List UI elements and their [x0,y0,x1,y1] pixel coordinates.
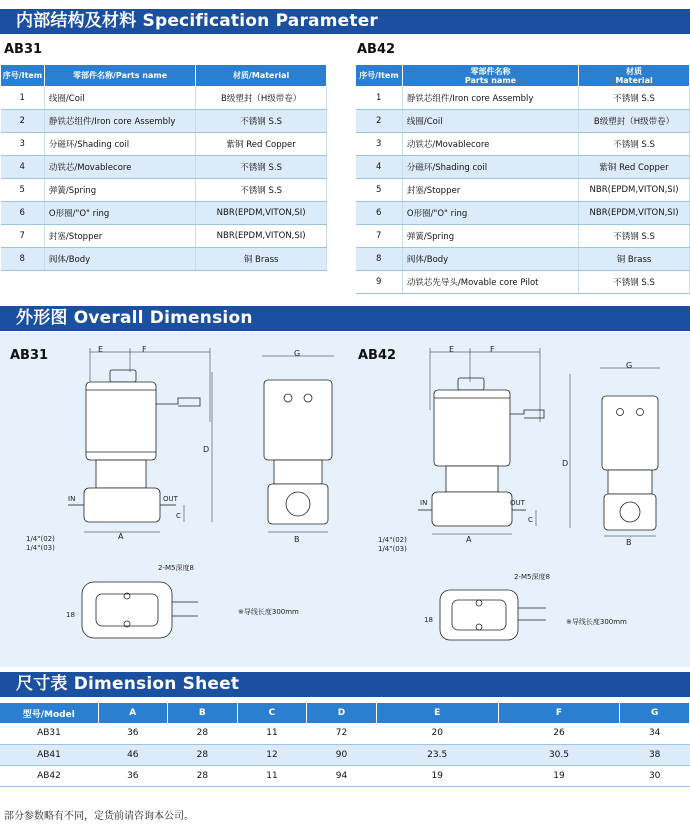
ab31-side-view [262,349,334,544]
ab31-dim-g: G [294,349,301,358]
ab31-drawing-label: AB31 [10,348,49,363]
cell: 19 [498,765,620,786]
item-no: 8 [356,248,403,271]
item-no: 7 [356,225,403,248]
header-d: D [307,703,377,723]
material: NBR(EPDM,VITON,SI) [196,225,327,248]
ab42-dim-g: G [626,361,633,370]
material: 不锈钢 S.S [579,87,690,110]
table-row [356,202,690,225]
item-no: 1 [356,87,403,110]
ab42-port-02: 1/4"(02) [378,536,407,544]
header-f: F [498,703,620,723]
material: 紫铜 Red Copper [196,133,327,156]
overall-section-banner [0,306,690,331]
dimension-drawings-svg [0,332,690,667]
cell: AB42 [0,765,98,786]
footnote: 部分参数略有不同，定货前请咨询本公司。 [4,811,194,822]
ab42-dim-18: 18 [424,616,433,624]
cell: 30 [620,765,690,786]
material: 铜 Brass [196,248,327,271]
dimension-section-banner [0,672,690,697]
ab42-outlet-label: OUT [510,499,525,507]
table-row [1,225,327,248]
table-row [356,179,690,202]
ab42-port-03: 1/4"(03) [378,545,407,553]
ab31-wire-note: ※导线长度300mm [238,608,299,616]
material: B级塑封（H级带卷） [196,87,327,110]
ab31-dim-a: A [118,532,124,541]
ab31-dim-d: D [203,445,210,454]
part-name: 线圈/Coil [402,110,578,133]
material: 不锈钢 S.S [196,179,327,202]
cell: 28 [168,723,238,744]
cell: 11 [237,723,307,744]
ab42-header-material-en: Material [615,75,653,85]
ab42-wire-note: ※导线长度300mm [566,618,627,626]
cell: 30.5 [498,744,620,765]
part-name: 弹簧/Spring [44,179,195,202]
item-no: 6 [1,202,45,225]
header-b: B [168,703,238,723]
ab31-dim-18: 18 [66,611,75,619]
dimension-drawing-area [0,332,690,667]
material: 不锈钢 S.S [196,110,327,133]
item-no: 6 [356,202,403,225]
cell: 36 [98,723,168,744]
material: 不锈钢 S.S [579,271,690,294]
part-name: 阀体/Body [402,248,578,271]
cell: 12 [237,744,307,765]
part-name: 动铁芯/Movablecore [402,133,578,156]
ab31-dim-c: C [176,512,181,520]
item-no: 2 [356,110,403,133]
part-name: 静铁芯组件/Iron core Assembly [402,87,578,110]
part-name: 弹簧/Spring [402,225,578,248]
part-name: O形圈/"O" ring [44,202,195,225]
overall-section-title: 外形图 Overall Dimension [16,308,253,328]
header-a: A [98,703,168,723]
cell: 26 [498,723,620,744]
ab42-drawing-label: AB42 [358,348,397,363]
material: 紫铜 Red Copper [579,156,690,179]
ab42-header-part-cn: 零部件名称 [470,66,511,76]
table-row [1,179,327,202]
table-row [356,156,690,179]
header-c: C [237,703,307,723]
material: 不锈钢 S.S [196,156,327,179]
material: B级塑封（H级带卷） [579,110,690,133]
material: NBR(EPDM,VITON,SI) [196,202,327,225]
header-e: E [376,703,498,723]
table-row [0,744,690,765]
ab31-port-02: 1/4"(02) [26,535,55,543]
table-row [356,225,690,248]
table-row [0,723,690,744]
table-row [1,156,327,179]
ab31-bottom-view [66,563,299,638]
table-row [0,765,690,786]
ab31-spec-label: AB31 [4,42,43,57]
table-row [1,202,327,225]
material: NBR(EPDM,VITON,SI) [579,202,690,225]
dimension-section-title: 尺寸表 Dimension Sheet [16,674,240,694]
ab31-mount-note: 2-M5深度8 [158,564,194,572]
cell: 20 [376,723,498,744]
cell: 28 [168,765,238,786]
part-name: 阀体/Body [44,248,195,271]
ab42-spec-table [355,64,690,294]
dimension-header-row [0,703,690,723]
ab31-header-material: 材质/Material [196,65,327,87]
table-row [1,248,327,271]
header-g: G [620,703,690,723]
ab42-dim-d: D [562,459,569,468]
ab31-outlet-label: OUT [163,495,178,503]
spec-section-title: 内部结构及材料 Specification Parameter [16,11,379,31]
table-row [356,87,690,110]
cell: 94 [307,765,377,786]
item-no: 4 [1,156,45,179]
ab42-dim-f: F [490,345,495,354]
dimension-sheet-table [0,703,690,787]
table-row [356,110,690,133]
ab31-front-view [26,345,212,552]
part-name: 线圈/Coil [44,87,195,110]
part-name: 封塞/Stopper [44,225,195,248]
ab42-bottom-view [424,572,627,640]
ab31-dim-b: B [294,535,300,544]
ab42-header-part-en: Parts name [464,75,517,85]
ab31-port-03: 1/4"(03) [26,544,55,552]
ab42-header-material [579,65,690,87]
material: 不锈钢 S.S [579,133,690,156]
ab42-dim-e: E [449,345,455,354]
table-row [1,87,327,110]
ab42-inlet-label: IN [420,499,428,507]
item-no: 2 [1,110,45,133]
cell: 38 [620,744,690,765]
cell: 28 [168,744,238,765]
cell: AB31 [0,723,98,744]
item-no: 3 [356,133,403,156]
cell: 19 [376,765,498,786]
cell: 46 [98,744,168,765]
item-no: 7 [1,225,45,248]
cell: 34 [620,723,690,744]
item-no: 4 [356,156,403,179]
ab42-header-part [402,65,578,87]
table-row [356,133,690,156]
item-no: 5 [356,179,403,202]
ab31-dim-f: F [142,345,147,354]
part-name: 分磁环/Shading coil [402,156,578,179]
ab31-header-part: 零部件名称/Parts name [44,65,195,87]
ab42-header-row [356,65,690,87]
ab42-header-material-cn: 材质 [626,66,643,76]
ab31-inlet-label: IN [68,495,76,503]
ab42-dim-a: A [466,535,472,544]
ab31-header-row [1,65,327,87]
item-no: 8 [1,248,45,271]
part-name: 分磁环/Shading coil [44,133,195,156]
part-name: O形圈/"O" ring [402,202,578,225]
header-model: 型号/Model [0,703,98,723]
cell: 11 [237,765,307,786]
part-name: 静铁芯组件/Iron core Assembly [44,110,195,133]
table-row [1,110,327,133]
spec-section-banner [0,9,690,34]
material: 不锈钢 S.S [579,225,690,248]
item-no: 9 [356,271,403,294]
table-row [1,133,327,156]
ab42-dim-c: C [528,516,533,524]
ab31-dim-e: E [98,345,104,354]
item-no: 5 [1,179,45,202]
item-no: 1 [1,87,45,110]
ab31-header-no: 序号/Item [1,65,45,87]
cell: 72 [307,723,377,744]
cell: 90 [307,744,377,765]
cell: 23.5 [376,744,498,765]
part-name: 封塞/Stopper [402,179,578,202]
cell: 36 [98,765,168,786]
part-name: 动铁芯/Movablecore [44,156,195,179]
ab42-side-view [600,361,660,547]
part-name: 动铁芯先导头/Movable core Pilot [402,271,578,294]
ab42-spec-label: AB42 [357,42,396,57]
ab31-spec-table [0,64,327,271]
material: 铜 Brass [579,248,690,271]
ab42-header-no: 序号/Item [356,65,403,87]
table-row [356,248,690,271]
item-no: 3 [1,133,45,156]
material: NBR(EPDM,VITON,SI) [579,179,690,202]
ab42-front-view [378,345,570,553]
cell: AB41 [0,744,98,765]
ab42-mount-note: 2-M5深度8 [514,573,550,581]
table-row [356,271,690,294]
ab42-dim-b: B [626,538,632,547]
